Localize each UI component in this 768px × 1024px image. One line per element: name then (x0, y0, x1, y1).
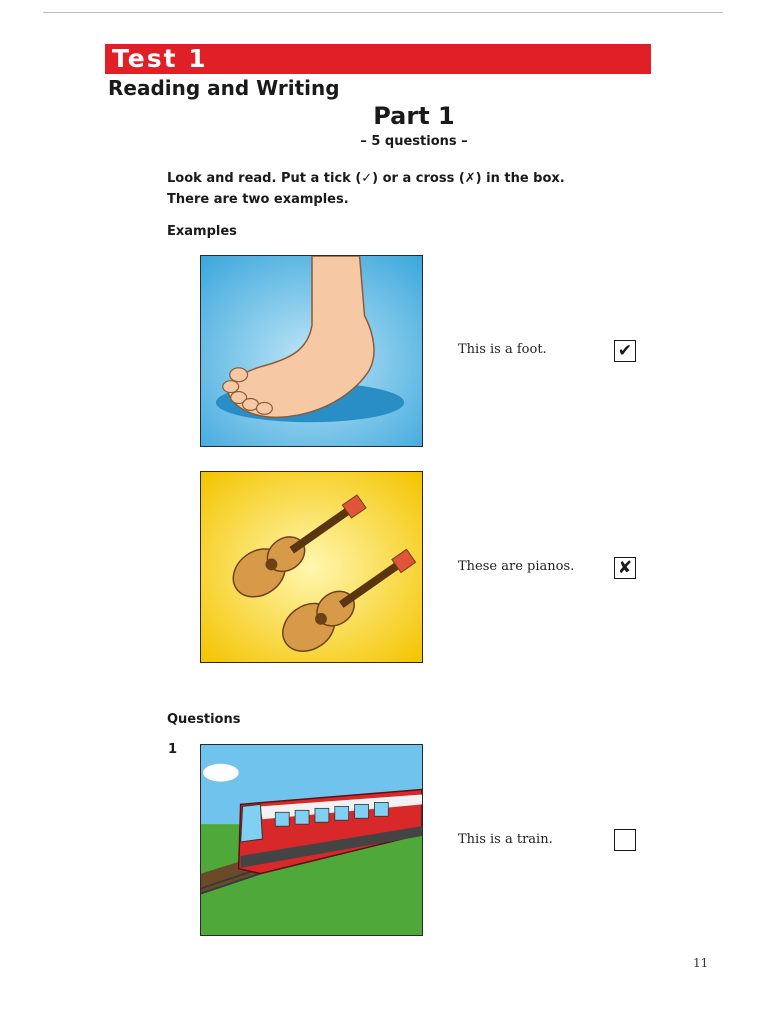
question-1-number: 1 (168, 742, 178, 757)
instruction-line-2: There are two examples. (167, 192, 349, 207)
foot-picture (200, 255, 423, 447)
page-top-edge (43, 12, 723, 13)
instruction-line-1: Look and read. Put a tick (✓) or a cross (✗) in the box. (167, 171, 565, 186)
example-2-answer-box: ✘ (614, 557, 636, 579)
instructions (167, 168, 607, 210)
guitars-picture (200, 471, 423, 663)
page-number: 11 (693, 956, 709, 970)
train-picture (200, 744, 423, 936)
example-1-sentence: This is a foot. (458, 342, 547, 357)
questions-heading: Questions (167, 712, 241, 727)
example-2-sentence: These are pianos. (458, 559, 575, 574)
question-1-answer-box[interactable] (614, 829, 636, 851)
example-1-answer-box: ✔ (614, 340, 636, 362)
question-1-sentence: This is a train. (458, 832, 553, 847)
examples-heading: Examples (167, 224, 237, 239)
part-title: Part 1 (373, 102, 455, 130)
test-label: Test 1 (112, 44, 208, 73)
part-subtitle: – 5 questions – (360, 134, 468, 149)
section-title: Reading and Writing (108, 76, 340, 100)
